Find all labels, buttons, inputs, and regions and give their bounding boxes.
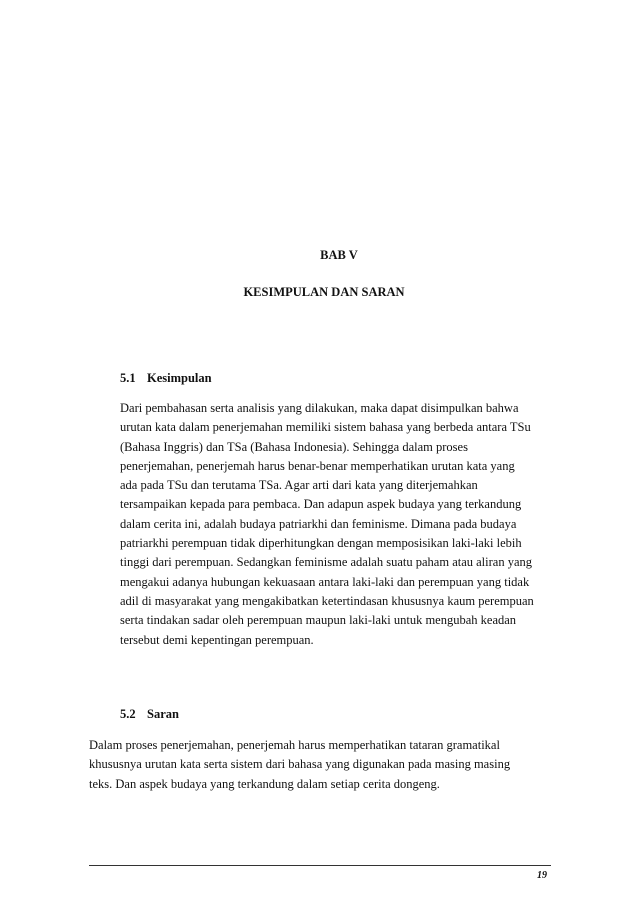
paragraph-line: tinggi dari perempuan. Sedangkan feminisme adalah suatu paham atau aliran yang <box>120 555 533 570</box>
page-number: 19 <box>537 870 547 881</box>
paragraph-line: adil di masyarakat yang mengakibatkan ketertindasan khususnya kaum perempuan <box>120 593 534 608</box>
paragraph-line: dalam cerita ini, adalah budaya patriarkhi dan feminisme. Dimana pada budaya <box>120 516 517 531</box>
paragraph-line: patriarkhi perempuan tidak diperhitungkan dengan memposisikan laki-laki lebih <box>120 536 522 551</box>
paragraph-line: penerjemahan, penerjemah harus benar-benar memperhatikan urutan kata yang <box>120 458 515 473</box>
paragraph-line: tersebut demi kepentingan perempuan. <box>120 632 314 647</box>
paragraph-line: (Bahasa Inggris) dan TSa (Bahasa Indonesia). Sehingga dalam proses <box>120 439 468 454</box>
section-number: 5.1 <box>120 371 136 385</box>
section-title: Kesimpulan <box>147 371 212 385</box>
paragraph-line: khususnya urutan kata serta sistem dari bahasa yang digunakan pada masing masing <box>89 757 511 772</box>
paragraph-line: serta tindakan sadar oleh perempuan maupun laki-laki untuk mengubah keadan <box>120 613 517 628</box>
section-heading-saran <box>120 707 179 722</box>
paragraph-line: Dari pembahasan serta analisis yang dilakukan, maka dapat disimpulkan bahwa <box>120 401 519 415</box>
kesimpulan-paragraph <box>120 399 534 650</box>
saran-paragraph <box>89 736 510 794</box>
paragraph-line: Dalam proses penerjemahan, penerjemah harus memperhatikan tataran gramatikal <box>89 738 500 752</box>
paragraph-line: mengakui adanya hubungan kekuasaan antara laki-laki dan perempuan yang tidak <box>120 574 530 589</box>
paragraph-line: tersampaikan kepada para pembaca. Dan adapun aspek budaya yang terkandung <box>120 497 522 512</box>
footer-divider <box>89 865 551 866</box>
paragraph-line: teks. Dan aspek budaya yang terkandung dalam setiap cerita dongeng. <box>89 776 440 791</box>
section-title: Saran <box>147 707 179 721</box>
section-number: 5.2 <box>120 707 136 721</box>
chapter-title: KESIMPULAN DAN SARAN <box>243 285 405 299</box>
chapter-header <box>0 248 638 300</box>
chapter-number: BAB V <box>320 248 358 262</box>
paragraph-line: urutan kata dalam penerjemahan memiliki sistem bahasa yang berbeda antara TSu <box>120 420 531 435</box>
section-heading-kesimpulan <box>120 371 212 386</box>
paragraph-line: ada pada TSu dan terutama TSa. Agar arti dari kata yang diterjemahkan <box>120 478 478 493</box>
